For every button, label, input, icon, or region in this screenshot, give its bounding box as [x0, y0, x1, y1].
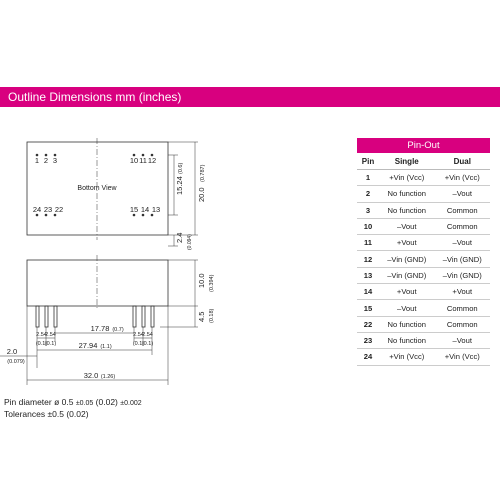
dim-2-54: 2.54 — [142, 332, 153, 338]
dual-function-cell: Common — [435, 202, 491, 218]
dual-function-cell: –Vout — [435, 186, 491, 202]
col-header-dual: Dual — [435, 153, 491, 170]
dual-function-cell: Common — [435, 218, 491, 234]
table-row — [357, 202, 490, 218]
dual-function-cell: Common — [435, 300, 491, 316]
dual-function-cell: –Vout — [435, 332, 491, 348]
dim-2-54: 2.54 — [45, 332, 56, 338]
dim-2-0: 2.0 — [6, 347, 18, 356]
pin-number-cell: 12 — [357, 251, 379, 267]
dim-2-54: 2.54 — [133, 332, 144, 338]
single-function-cell: No function — [379, 332, 435, 348]
pin-label: 15 — [129, 205, 139, 214]
dim-10-in: (0.394) — [209, 274, 215, 292]
dim-20-in: (0.787) — [200, 164, 206, 182]
table-row — [357, 186, 490, 202]
pin-number-cell: 24 — [357, 349, 379, 365]
section-title: Outline Dimensions mm (inches) — [8, 90, 182, 104]
dim-4-5: 4.5 — [197, 311, 206, 322]
pin-number-cell: 3 — [357, 202, 379, 218]
single-function-cell: +Vout — [379, 235, 435, 251]
dim-15-24: 15.24 — [175, 176, 184, 195]
dim-17-78: 17.78 — [90, 324, 110, 333]
dim-20: 20.0 — [197, 187, 206, 202]
dimension-notes — [4, 397, 142, 420]
pin-label: 23 — [43, 205, 53, 214]
bottom-view-label: Bottom View — [77, 185, 117, 192]
pin-number-cell: 14 — [357, 284, 379, 300]
pin-label: 12 — [147, 156, 157, 165]
table-row — [357, 218, 490, 234]
single-function-cell: +Vin (Vcc) — [379, 349, 435, 365]
single-function-cell: –Vin (GND) — [379, 267, 435, 283]
pin-number-cell: 10 — [357, 218, 379, 234]
pin-number-cell: 2 — [357, 186, 379, 202]
dim-32-in: (1.26) — [100, 374, 116, 380]
pin-number-cell: 22 — [357, 316, 379, 332]
table-row — [357, 251, 490, 267]
pin-label: 11 — [139, 156, 147, 165]
table-row — [357, 170, 490, 186]
single-function-cell: No function — [379, 186, 435, 202]
pin-label: 14 — [140, 205, 150, 214]
col-header-pin: Pin — [357, 153, 379, 170]
dual-function-cell: +Vout — [435, 284, 491, 300]
outline-drawing — [0, 110, 350, 395]
table-row — [357, 284, 490, 300]
single-function-cell: +Vin (Vcc) — [379, 170, 435, 186]
dim-27-94-in: (1.1) — [100, 344, 112, 350]
pin-number-cell: 13 — [357, 267, 379, 283]
tolerances-note: Tolerances ±0.5 (0.02) — [4, 409, 89, 419]
dual-function-cell: Common — [435, 316, 491, 332]
side-view-body — [27, 260, 168, 306]
pin-label: 24 — [32, 205, 42, 214]
pin-label: 3 — [52, 156, 58, 165]
pinout-title: Pin-Out — [357, 138, 490, 153]
single-function-cell: No function — [379, 316, 435, 332]
dual-function-cell: –Vin (GND) — [435, 267, 491, 283]
pin-label: 13 — [151, 205, 161, 214]
single-function-cell: +Vout — [379, 284, 435, 300]
dim-15-24-in: (0.6) — [178, 162, 184, 174]
table-row — [357, 235, 490, 251]
dual-function-cell: –Vout — [435, 235, 491, 251]
dim-17-78-in: (0.7) — [112, 327, 124, 333]
pin-label: 1 — [34, 156, 40, 165]
pin-label: 2 — [43, 156, 49, 165]
dim-2-54: 2.54 — [36, 332, 47, 338]
pinout-table — [357, 138, 490, 366]
single-function-cell: –Vin (GND) — [379, 251, 435, 267]
single-function-cell: –Vout — [379, 300, 435, 316]
dim-32: 32.0 — [83, 371, 99, 380]
dim-4-5-in: (0.18) — [209, 308, 215, 323]
pin-label: 10 — [129, 156, 139, 165]
dual-function-cell: +Vin (Vcc) — [435, 349, 491, 365]
col-header-single: Single — [379, 153, 435, 170]
section-title-bar — [0, 87, 500, 107]
dim-2-54-in: (0.1) — [44, 341, 57, 347]
pin-label: 22 — [54, 205, 64, 214]
dim-2-4: 2.4 — [175, 232, 184, 243]
dim-27-94: 27.94 — [78, 341, 98, 350]
pin-number-cell: 1 — [357, 170, 379, 186]
table-row — [357, 316, 490, 332]
single-function-cell: –Vout — [379, 218, 435, 234]
table-row — [357, 349, 490, 365]
single-function-cell: No function — [379, 202, 435, 218]
pin-number-cell: 15 — [357, 300, 379, 316]
table-row — [357, 267, 490, 283]
dual-function-cell: +Vin (Vcc) — [435, 170, 491, 186]
dim-2-54-in: (0.1) — [35, 341, 48, 347]
dim-2-4-in: (0.094) — [187, 234, 193, 250]
table-row — [357, 332, 490, 348]
dim-10: 10.0 — [197, 273, 206, 288]
dim-2-0-in: (0.079) — [7, 359, 25, 365]
dim-2-54-in: (0.1) — [132, 341, 145, 347]
dual-function-cell: –Vin (GND) — [435, 251, 491, 267]
table-row — [357, 300, 490, 316]
dim-2-54-in: (0.1) — [141, 341, 154, 347]
pin-diameter-note: Pin diameter ø 0.5 ±0.05 (0.02) ±0.002 — [4, 397, 142, 407]
pin-number-cell: 11 — [357, 235, 379, 251]
pin-number-cell: 23 — [357, 332, 379, 348]
